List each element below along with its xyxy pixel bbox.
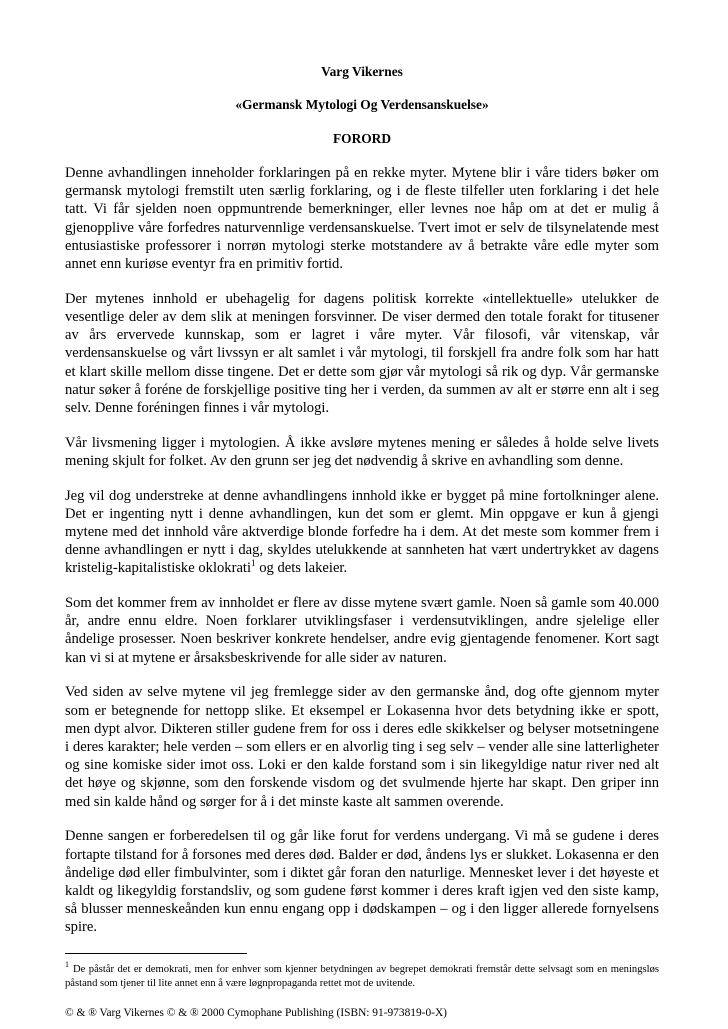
paragraph-6: Ved siden av selve mytene vil jeg fremlegge sider av den germanske ånd, dog ofte gjennom myter som er betegnende for nettopp slike. Et eksempel er Lokasenna hvor dets betydning ikke er spott, men dypt alvor. Dikteren stiller gudene frem for oss i deres edle skikkelser og belyser motsetningene i deres karakter; hele verden – som ellers er en alvorlig ting i seg selv – vender alle sine latterligheter og sine komiske sider imot oss. Loki er den kalde forstand som i sin likegyldige natur river ned alt det høye og skjønne, som den forskende visdom og det svulmende hjerte har skapt. Den griper inn med sin kalde hånd og sørger for å i det minste kaste alt sammen overende. [65,684,659,810]
document-title: «Germansk Mytologi Og Verdensanskuelse» [235,97,489,112]
footnote-reference[interactable]: 1 [251,558,256,569]
paragraph-4-ending: og dets lakeier. [255,560,348,577]
footnote-divider [65,953,247,954]
footnote [65,960,659,992]
paragraph-3: Vår livsmening ligger i mytologien. Å ikke avsløre mytenes mening er således å holde selve livets mening skjult for folket. Av den grunn ser jeg det nødvendig å skrive en avhandling som denne. [65,434,659,469]
paragraph-2: Der mytenes innhold er ubehagelig for dagens politisk korrekte «intellektuelle» utelukker de vesentlige deler av dem slik at meningen forsvinner. De viser dermed den totale forakt for titusener av års ervervede kunnskap, som er lagret i våre myter. Vår filosofi, vår vitenskap, vår verdensanskuelse og vårt livssyn er alt samlet i vår mytologi, til forskjell fra andre folk som har hatt et klart skille mellom disse tingene. Det er dette som gjør vår mytologi så rik og dyp. Vår germanske natur søker å foréne de forskjellige positive ting her i verden, da summen av alt er større enn alt i seg selv. Denne foréningen finnes i vår mytologi. [65,290,659,416]
footnote-text: De påstår det er demokrati, men for enhver som kjenner betydningen av begrepet demokrati fremstår dette selvsagt som en meningsløs påstand som tjener til lite annet enn å være løgnpropaganda rettet mot de uvitende. [65,964,659,990]
paragraph-4-text: Jeg vil dog understreke at denne avhandlingens innhold ikke er bygget på mine fortolkninger alene. Det er ingenting nytt i denne avhandlingen, kun det som er glemt. Min oppgave er kun å gjengi mytene med det innhold våre aktverdige blonde forfedre ha i dem. At det meste som kommer frem i denne avhandlingen er nytt i dag, skyldes utelukkende at sannheten hat vært undertrykket av dagens kristelig-kapitalistiske oklokrati [65,487,659,577]
section-heading: FORORD [332,131,392,146]
footnote-number: 1 [65,960,69,970]
paragraph-7: Denne sangen er forberedelsen til og går like forut for verdens undergang. Vi må se gudene i deres fortapte tilstand for å forsones med deres død. Balder er død, åndens lys er slukket. Lokasenna er den åndelige død eller fimbulvinter, som i diktet går foran den naturlige. Mennesket lever i det høyeste et kaldt og likegyldig forstandsliv, og som gudene først kommer i deres kraft igjen ved den siste kamp, så blusser menneskeånden kun ennu engang opp i dødskampen – og i den ligger allerede fornyelsens spire. [65,828,659,936]
paragraph-5: Som det kommer frem av innholdet er flere av disse mytene svært gamle. Noen så gamle som 40.000 år, andre ennu eldre. Noen forklarer utviklingsfaser i verdensutviklingen, andre sjelelige eller åndelige prosesser. Noen beskriver konkrete hendelser, andre evig gjentagende fenomener. Kort sagt kan vi si at mytene er årsaksbeskrivende for alle sider av naturen. [65,595,659,666]
author-name: Varg Vikernes [321,64,403,79]
paragraph-4 [65,487,659,578]
paragraph-1: Denne avhandlingen inneholder forklaringen på en rekke myter. Mytene blir i våre tiders bøker om germansk mytologi fremstilt uten særlig forklaring, og i de fleste tilfeller uten forklaring i det hele tatt. Vi får sjelden noen oppmuntrende bemerkninger, eller levnes noe håp om at det er mulig å gjenopplive våre forfedres naturvennlige verdensanskuelse. Tvert imot er selv de tilsynelatende mest entusiastiske professorer i norrøn mytologi sterke motstandere av å betrakte våre edle myter som annet enn kuriøse eventyr fra en primitiv fortid. [65,165,659,273]
copyright-line: © & ® Varg Vikernes © & ® 2000 Cymophane Publishing (ISBN: 91-973819-0-X) [65,1006,447,1019]
